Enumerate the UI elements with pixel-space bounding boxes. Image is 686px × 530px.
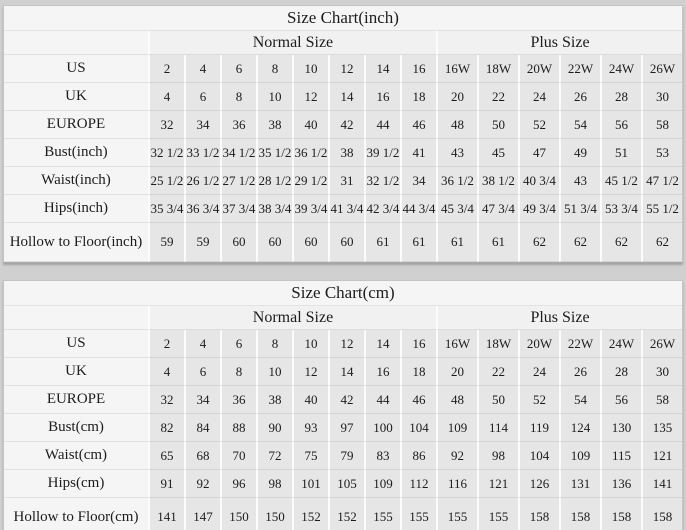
data-cell: 40 — [292, 386, 328, 414]
table-row — [4, 83, 682, 111]
data-cell: 119 — [518, 414, 559, 442]
data-cell: 26 1/2 — [184, 167, 220, 195]
data-cell: 152 — [328, 498, 364, 530]
data-cell: 54 — [559, 386, 600, 414]
row-label: UK — [4, 83, 148, 111]
data-cell: 40 3/4 — [518, 167, 559, 195]
table-row — [4, 442, 682, 470]
data-cell: 4 — [184, 330, 220, 358]
data-cell: 38 — [256, 386, 292, 414]
data-cell: 30 — [641, 358, 682, 386]
data-cell: 62 — [641, 223, 682, 262]
data-cell: 50 — [477, 111, 518, 139]
row-label: Hollow to Floor(inch) — [4, 223, 148, 262]
data-cell: 104 — [518, 442, 559, 470]
data-cell: 38 — [328, 139, 364, 167]
group-header-normal-size: Normal Size — [148, 31, 436, 55]
table-row — [4, 498, 682, 530]
data-cell: 83 — [364, 442, 400, 470]
data-cell: 92 — [436, 442, 477, 470]
data-cell: 34 — [400, 167, 436, 195]
data-cell: 84 — [184, 414, 220, 442]
data-cell: 36 3/4 — [184, 195, 220, 223]
table-row — [4, 167, 682, 195]
data-cell: 18W — [477, 55, 518, 83]
data-cell: 18W — [477, 330, 518, 358]
data-cell: 30 — [641, 83, 682, 111]
group-header-row — [4, 306, 682, 330]
data-cell: 58 — [641, 386, 682, 414]
data-cell: 34 — [184, 386, 220, 414]
data-cell: 51 3/4 — [559, 195, 600, 223]
data-cell: 61 — [364, 223, 400, 262]
data-cell: 49 3/4 — [518, 195, 559, 223]
data-cell: 27 1/2 — [220, 167, 256, 195]
data-cell: 34 1/2 — [220, 139, 256, 167]
data-cell: 35 1/2 — [256, 139, 292, 167]
title-row — [4, 281, 682, 306]
data-cell: 72 — [256, 442, 292, 470]
row-label: Hips(cm) — [4, 470, 148, 498]
data-cell: 36 1/2 — [292, 139, 328, 167]
data-cell: 14 — [364, 330, 400, 358]
data-cell: 16 — [400, 55, 436, 83]
data-cell: 42 — [328, 111, 364, 139]
data-cell: 32 1/2 — [364, 167, 400, 195]
row-label: Hips(inch) — [4, 195, 148, 223]
data-cell: 25 1/2 — [148, 167, 184, 195]
data-cell: 14 — [364, 55, 400, 83]
data-cell: 20 — [436, 83, 477, 111]
data-cell: 101 — [292, 470, 328, 498]
data-cell: 52 — [518, 111, 559, 139]
data-cell: 82 — [148, 414, 184, 442]
data-cell: 39 3/4 — [292, 195, 328, 223]
data-cell: 59 — [184, 223, 220, 262]
data-cell: 121 — [477, 470, 518, 498]
data-cell: 42 3/4 — [364, 195, 400, 223]
data-cell: 75 — [292, 442, 328, 470]
data-cell: 36 1/2 — [436, 167, 477, 195]
data-cell: 92 — [184, 470, 220, 498]
table-row — [4, 358, 682, 386]
group-header-plus-size: Plus Size — [436, 306, 682, 330]
data-cell: 109 — [364, 470, 400, 498]
data-cell: 147 — [184, 498, 220, 530]
table-title: Size Chart(inch) — [4, 6, 682, 31]
data-cell: 37 3/4 — [220, 195, 256, 223]
data-cell: 6 — [184, 358, 220, 386]
data-cell: 35 3/4 — [148, 195, 184, 223]
data-cell: 24W — [600, 330, 641, 358]
data-cell: 150 — [256, 498, 292, 530]
data-cell: 4 — [148, 358, 184, 386]
size-chart-cm-table — [3, 280, 683, 530]
data-cell: 96 — [220, 470, 256, 498]
data-cell: 8 — [220, 83, 256, 111]
table-row — [4, 139, 682, 167]
data-cell: 49 — [559, 139, 600, 167]
data-cell: 152 — [292, 498, 328, 530]
data-cell: 31 — [328, 167, 364, 195]
data-cell: 24W — [600, 55, 641, 83]
data-cell: 105 — [328, 470, 364, 498]
table-row — [4, 111, 682, 139]
data-cell: 36 — [220, 111, 256, 139]
data-cell: 24 — [518, 358, 559, 386]
data-cell: 61 — [400, 223, 436, 262]
data-cell: 104 — [400, 414, 436, 442]
table-row — [4, 55, 682, 83]
data-cell: 93 — [292, 414, 328, 442]
data-cell: 10 — [256, 83, 292, 111]
data-cell: 109 — [559, 442, 600, 470]
data-cell: 16 — [364, 358, 400, 386]
data-cell: 109 — [436, 414, 477, 442]
data-cell: 38 3/4 — [256, 195, 292, 223]
data-cell: 141 — [148, 498, 184, 530]
data-cell: 4 — [148, 83, 184, 111]
data-cell: 155 — [364, 498, 400, 530]
data-cell: 32 — [148, 111, 184, 139]
data-cell: 43 — [436, 139, 477, 167]
data-cell: 22W — [559, 330, 600, 358]
data-cell: 26 — [559, 83, 600, 111]
data-cell: 114 — [477, 414, 518, 442]
row-label: Hollow to Floor(cm) — [4, 498, 148, 530]
data-cell: 32 — [148, 386, 184, 414]
data-cell: 60 — [292, 223, 328, 262]
data-cell: 12 — [292, 83, 328, 111]
data-cell: 16W — [436, 55, 477, 83]
data-cell: 59 — [148, 223, 184, 262]
row-label: Bust(cm) — [4, 414, 148, 442]
data-cell: 136 — [600, 470, 641, 498]
data-cell: 61 — [477, 223, 518, 262]
data-cell: 14 — [328, 83, 364, 111]
data-cell: 26 — [559, 358, 600, 386]
table-row — [4, 470, 682, 498]
group-header-plus-size: Plus Size — [436, 31, 682, 55]
data-cell: 45 1/2 — [600, 167, 641, 195]
data-cell: 65 — [148, 442, 184, 470]
data-cell: 60 — [256, 223, 292, 262]
data-cell: 55 1/2 — [641, 195, 682, 223]
size-chart-inch-table — [3, 5, 683, 263]
corner-cell — [4, 31, 148, 55]
data-cell: 115 — [600, 442, 641, 470]
group-header-row — [4, 31, 682, 55]
data-cell: 98 — [256, 470, 292, 498]
data-cell: 62 — [559, 223, 600, 262]
data-cell: 45 — [477, 139, 518, 167]
table-row — [4, 330, 682, 358]
data-cell: 45 3/4 — [436, 195, 477, 223]
table-title: Size Chart(cm) — [4, 281, 682, 306]
data-cell: 18 — [400, 83, 436, 111]
data-cell: 32 1/2 — [148, 139, 184, 167]
data-cell: 33 1/2 — [184, 139, 220, 167]
data-cell: 98 — [477, 442, 518, 470]
data-cell: 10 — [292, 330, 328, 358]
data-cell: 155 — [436, 498, 477, 530]
row-label: Waist(inch) — [4, 167, 148, 195]
data-cell: 20W — [518, 330, 559, 358]
data-cell: 16W — [436, 330, 477, 358]
table-row — [4, 195, 682, 223]
data-cell: 150 — [220, 498, 256, 530]
data-cell: 44 — [364, 111, 400, 139]
data-cell: 126 — [518, 470, 559, 498]
data-cell: 28 — [600, 83, 641, 111]
data-cell: 46 — [400, 111, 436, 139]
data-cell: 10 — [292, 55, 328, 83]
data-cell: 52 — [518, 386, 559, 414]
data-cell: 26W — [641, 55, 682, 83]
data-cell: 53 3/4 — [600, 195, 641, 223]
title-row — [4, 6, 682, 31]
row-label: UK — [4, 358, 148, 386]
data-cell: 22 — [477, 83, 518, 111]
data-cell: 28 1/2 — [256, 167, 292, 195]
data-cell: 51 — [600, 139, 641, 167]
data-cell: 60 — [328, 223, 364, 262]
data-cell: 58 — [641, 111, 682, 139]
data-cell: 121 — [641, 442, 682, 470]
data-cell: 16 — [364, 83, 400, 111]
data-cell: 86 — [400, 442, 436, 470]
data-cell: 41 3/4 — [328, 195, 364, 223]
data-cell: 26W — [641, 330, 682, 358]
data-cell: 8 — [256, 330, 292, 358]
table-row — [4, 386, 682, 414]
data-cell: 90 — [256, 414, 292, 442]
data-cell: 20 — [436, 358, 477, 386]
data-cell: 53 — [641, 139, 682, 167]
data-cell: 29 1/2 — [292, 167, 328, 195]
row-label: Waist(cm) — [4, 442, 148, 470]
data-cell: 34 — [184, 111, 220, 139]
data-cell: 112 — [400, 470, 436, 498]
data-cell: 46 — [400, 386, 436, 414]
data-cell: 2 — [148, 55, 184, 83]
data-cell: 54 — [559, 111, 600, 139]
data-cell: 38 1/2 — [477, 167, 518, 195]
data-cell: 8 — [220, 358, 256, 386]
data-cell: 158 — [518, 498, 559, 530]
data-cell: 16 — [400, 330, 436, 358]
data-cell: 44 3/4 — [400, 195, 436, 223]
corner-cell — [4, 306, 148, 330]
data-cell: 6 — [220, 55, 256, 83]
data-cell: 130 — [600, 414, 641, 442]
data-cell: 155 — [477, 498, 518, 530]
data-cell: 12 — [292, 358, 328, 386]
data-cell: 124 — [559, 414, 600, 442]
data-cell: 24 — [518, 83, 559, 111]
data-cell: 20W — [518, 55, 559, 83]
data-cell: 28 — [600, 358, 641, 386]
data-cell: 41 — [400, 139, 436, 167]
data-cell: 100 — [364, 414, 400, 442]
data-cell: 50 — [477, 386, 518, 414]
row-label: US — [4, 55, 148, 83]
data-cell: 70 — [220, 442, 256, 470]
table-row — [4, 223, 682, 262]
row-label: EUROPE — [4, 386, 148, 414]
data-cell: 158 — [559, 498, 600, 530]
data-cell: 48 — [436, 111, 477, 139]
data-cell: 47 — [518, 139, 559, 167]
table-row — [4, 414, 682, 442]
row-label: US — [4, 330, 148, 358]
row-label: Bust(inch) — [4, 139, 148, 167]
row-label: EUROPE — [4, 111, 148, 139]
data-cell: 10 — [256, 358, 292, 386]
data-cell: 62 — [600, 223, 641, 262]
data-cell: 39 1/2 — [364, 139, 400, 167]
data-cell: 2 — [148, 330, 184, 358]
data-cell: 38 — [256, 111, 292, 139]
data-cell: 22W — [559, 55, 600, 83]
data-cell: 68 — [184, 442, 220, 470]
data-cell: 79 — [328, 442, 364, 470]
data-cell: 42 — [328, 386, 364, 414]
data-cell: 22 — [477, 358, 518, 386]
data-cell: 88 — [220, 414, 256, 442]
data-cell: 155 — [400, 498, 436, 530]
data-cell: 47 3/4 — [477, 195, 518, 223]
data-cell: 56 — [600, 111, 641, 139]
data-cell: 6 — [184, 83, 220, 111]
data-cell: 91 — [148, 470, 184, 498]
data-cell: 60 — [220, 223, 256, 262]
data-cell: 12 — [328, 55, 364, 83]
data-cell: 62 — [518, 223, 559, 262]
data-cell: 14 — [328, 358, 364, 386]
data-cell: 141 — [641, 470, 682, 498]
data-cell: 12 — [328, 330, 364, 358]
data-cell: 4 — [184, 55, 220, 83]
data-cell: 6 — [220, 330, 256, 358]
data-cell: 97 — [328, 414, 364, 442]
data-cell: 18 — [400, 358, 436, 386]
data-cell: 47 1/2 — [641, 167, 682, 195]
data-cell: 131 — [559, 470, 600, 498]
data-cell: 44 — [364, 386, 400, 414]
data-cell: 61 — [436, 223, 477, 262]
data-cell: 158 — [641, 498, 682, 530]
data-cell: 135 — [641, 414, 682, 442]
data-cell: 8 — [256, 55, 292, 83]
data-cell: 36 — [220, 386, 256, 414]
data-cell: 40 — [292, 111, 328, 139]
data-cell: 56 — [600, 386, 641, 414]
data-cell: 48 — [436, 386, 477, 414]
group-header-normal-size: Normal Size — [148, 306, 436, 330]
data-cell: 116 — [436, 470, 477, 498]
data-cell: 158 — [600, 498, 641, 530]
data-cell: 43 — [559, 167, 600, 195]
